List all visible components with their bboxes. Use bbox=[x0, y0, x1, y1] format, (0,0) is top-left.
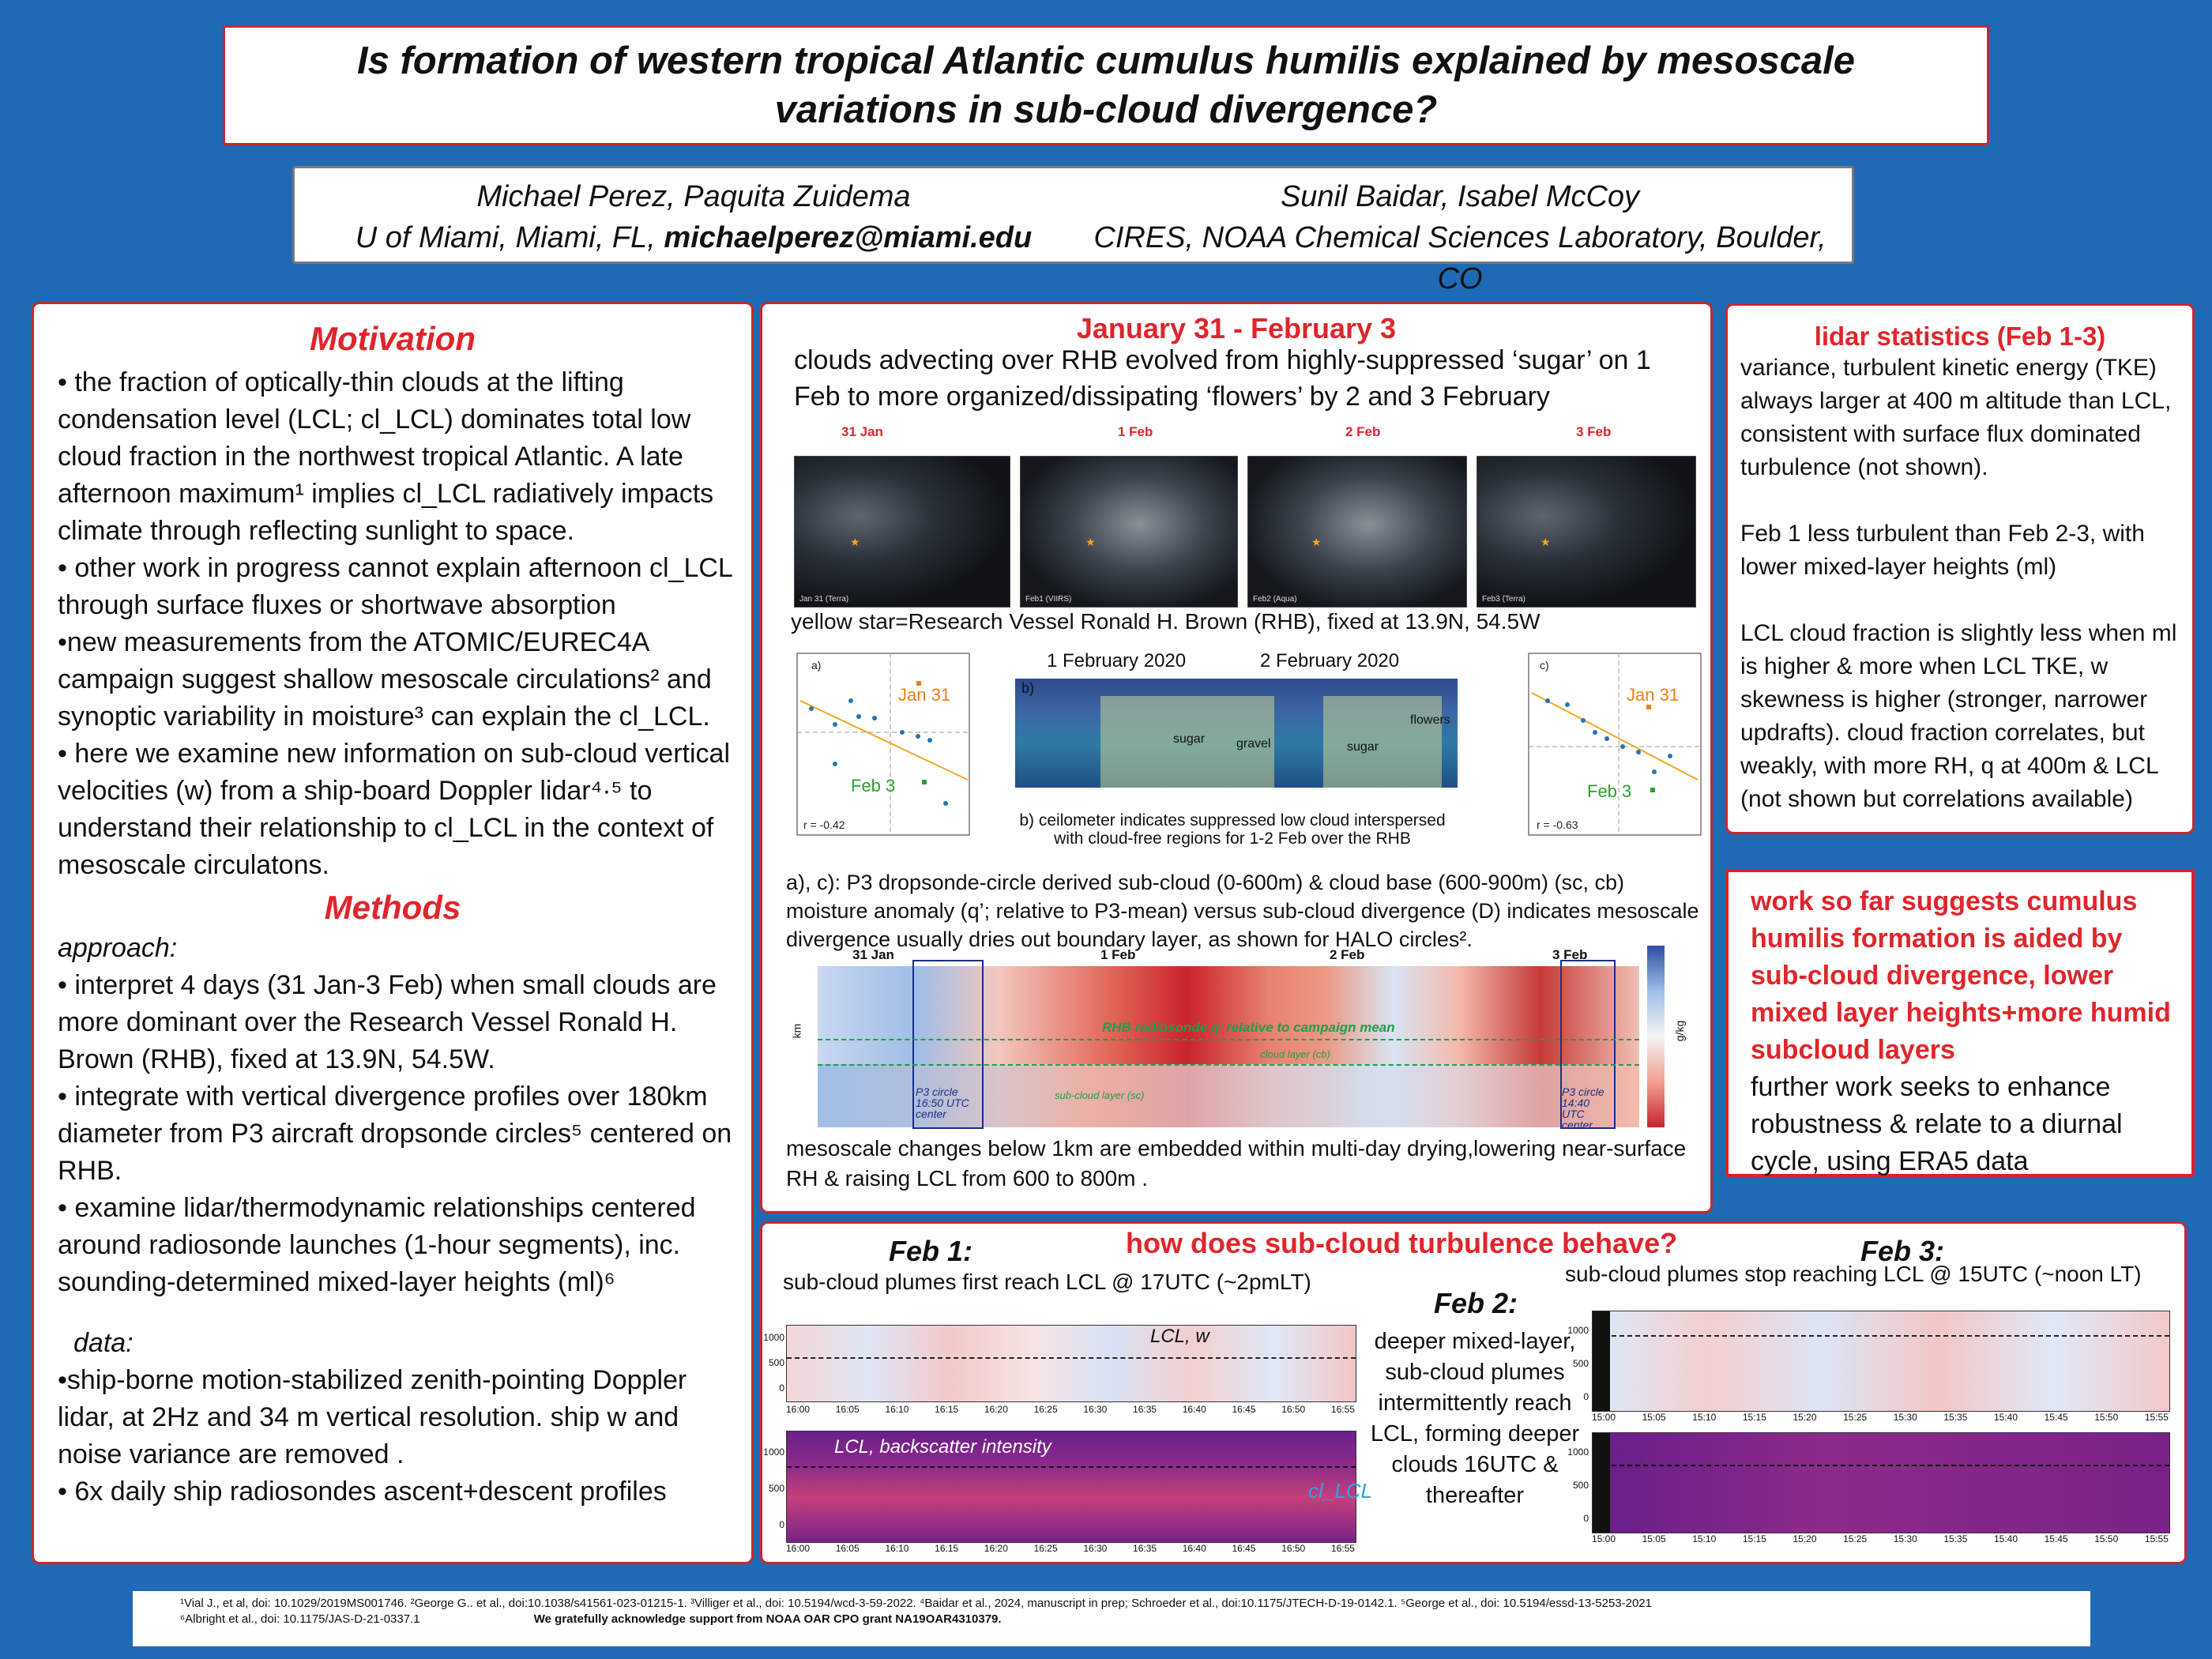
satellite-image-jan31 bbox=[794, 456, 1010, 608]
lidar-heading: lidar statistics (Feb 1-3) bbox=[1814, 322, 2106, 351]
feb3-label: Feb 3: bbox=[1860, 1235, 1945, 1267]
conclusion-normal: further work seeks to enhance robustness & relate to a diurnal cycle, using ERA5 data bbox=[1751, 1072, 2123, 1176]
ceilometer-plot bbox=[999, 650, 1458, 788]
panel-a-jan31: Jan 31 bbox=[898, 685, 951, 705]
motivation-bullet-3: •new measurements from the ATOMIC/EUREC4A campaign suggest shallow mesoscale circulations² and synoptic variability in moisture³ can explain the cl_LCL. bbox=[58, 627, 712, 732]
hm-label-rhb: RHB radiosonde q’ relative to campaign mean bbox=[1102, 1020, 1395, 1035]
scatter-caption: a), c): P3 dropsonde-circle derived sub-cloud (0-600m) & cloud base (600-900m) (sc, cb) moisture anomaly (q’; relative to P3-mean) versus sub-cloud divergence (D) indicates mesoscale divergence usually dries out boundary layer, as shown for HALO circles². bbox=[786, 871, 1699, 951]
feb3-text: sub-cloud plumes stop reaching LCL @ 15UTC (~noon LT) bbox=[1565, 1262, 2142, 1286]
hm-p3-a: P3 circle 16:50 UTC center bbox=[916, 1085, 969, 1120]
panel-a-label: a) bbox=[811, 659, 822, 672]
panel-c-label: c) bbox=[1540, 659, 1549, 672]
lidar-para-2: Feb 1 less turbulent than Feb 2-3, with lower mixed-layer heights (ml) bbox=[1740, 521, 2145, 580]
satellite-image-feb1 bbox=[1020, 456, 1238, 608]
hm-p3-b: P3 circle 14:40 UTC center bbox=[1562, 1085, 1604, 1131]
sat-caption-1: Jan 31 (Terra) bbox=[799, 595, 849, 604]
panel-a-feb3: Feb 3 bbox=[851, 776, 896, 796]
motivation-bullet-4: • here we examine new information on sub-cloud vertical velocities (w) from a ship-board Doppler lidar⁴·⁵ to understand their relationship to cl_LCL in the context of mesoscale circulatons. bbox=[58, 739, 730, 880]
feb2-label: Feb 2: bbox=[1434, 1287, 1518, 1319]
lidar-stats-panel bbox=[1725, 303, 2195, 834]
ceil-day1: 1 February 2020 bbox=[1047, 650, 1187, 672]
motivation-methods-panel bbox=[32, 302, 754, 1564]
title-line-1: Is formation of western tropical Atlantic cumulus humilis explained by mesoscale bbox=[356, 40, 1856, 82]
sat-caption-4: Feb3 (Terra) bbox=[1482, 595, 1526, 604]
acknowledgement: We gratefully acknowledge support from NOAA OAR CPO grant NA19OAR4310379. bbox=[533, 1612, 1002, 1626]
feb3-w-xaxis: 15:00 15:05 15:10 15:15 15:20 15:25 15:30 15:35 15:40 15:45 15:50 15:55 bbox=[1592, 1412, 2169, 1423]
sat-caption-2: Feb1 (VIIRS) bbox=[1025, 595, 1072, 604]
hm-label-sc: sub-cloud layer (sc) bbox=[1055, 1089, 1145, 1101]
feb1-text: sub-cloud plumes first reach LCL @ 17UTC (~2pmLT) bbox=[783, 1270, 1311, 1294]
author-email[interactable]: michaelperez@miami.edu bbox=[664, 221, 1033, 254]
sat-label-3: 2 Feb bbox=[1345, 424, 1381, 439]
hm-day-1: 31 Jan bbox=[852, 947, 894, 962]
hm-day-2: 1 Feb bbox=[1100, 947, 1136, 962]
conclusion-panel bbox=[1725, 869, 2195, 1177]
case-heading: January 31 - February 3 bbox=[1076, 312, 1397, 344]
hm-units: g/kg bbox=[1673, 1020, 1687, 1042]
feb1-bs-xaxis: 16:00 16:05 16:10 16:15 16:20 16:25 16:30 16:35 16:40 16:45 16:50 16:55 bbox=[786, 1543, 1355, 1554]
references-footer bbox=[133, 1591, 2090, 1646]
panel-b-label: b) bbox=[1021, 680, 1035, 696]
sat-label-1: 31 Jan bbox=[841, 424, 883, 439]
ceil-gravel: gravel bbox=[1236, 737, 1271, 750]
feb1-bs-yaxis: 1000 500 0 bbox=[763, 1446, 784, 1530]
ceil-sugar-1: sugar bbox=[1173, 732, 1206, 746]
feb3-backscatter-plot bbox=[1592, 1432, 2170, 1533]
feb1-w-xaxis: 16:00 16:05 16:10 16:15 16:20 16:25 16:30 16:35 16:40 16:45 16:50 16:55 bbox=[786, 1404, 1355, 1415]
label-cl-lcl: cl_LCL bbox=[1308, 1479, 1372, 1503]
label-lcl-w: LCL, w bbox=[1150, 1326, 1209, 1347]
left-affiliation: U of Miami, Miami, FL, bbox=[355, 221, 656, 254]
approach-bullet-2: • integrate with vertical divergence profiles over 180km diameter from P3 aircraft dropsonde circles⁵ centered on RHB. bbox=[58, 1082, 732, 1186]
hm-label-cb: cloud layer (cb) bbox=[1260, 1048, 1330, 1060]
data-bullet-2: • 6x daily ship radiosondes ascent+descent profiles bbox=[58, 1477, 667, 1507]
poster-title bbox=[223, 25, 1989, 145]
panel-c-jan31: Jan 31 bbox=[1627, 685, 1680, 705]
ceilometer-caption: b) ceilometer indicates suppressed low cloud interspersed with cloud-free regions for 1-2 Feb over the RHB bbox=[1019, 811, 1446, 848]
turbulence-panel bbox=[760, 1221, 2187, 1564]
hm-day-4: 3 Feb bbox=[1552, 947, 1588, 962]
lidar-para-3: LCL cloud fraction is slightly less when ml is higher & more when LCL TKE, w skewness is higher (stronger, narrower updrafts). cloud fraction correlates, but weakly, with more RH, q at 400m & LCL (not shown but correlations available) bbox=[1740, 620, 2177, 812]
rhb-star-icon: ★ bbox=[1311, 536, 1322, 548]
feb3-bs-yaxis: 1000 500 0 bbox=[1567, 1446, 1589, 1524]
feb1-w-yaxis: 1000 500 0 bbox=[763, 1332, 784, 1394]
label-lcl-bs: LCL, backscatter intensity bbox=[834, 1436, 1051, 1458]
scatter-plot-c bbox=[1508, 645, 1707, 867]
methods-heading: Methods bbox=[324, 889, 461, 926]
data-bullet-1: •ship-borne motion-stabilized zenith-pointing Doppler lidar, at 2Hz and 34 m vertical resolution. ship w and noise variance are removed . bbox=[58, 1365, 687, 1469]
rhb-star-icon: ★ bbox=[1540, 536, 1551, 548]
feb1-backscatter-plot bbox=[786, 1431, 1372, 1543]
references-line-1: ¹Vial J., et al, doi: 10.1029/2019MS001746. ²George G.. et al., doi:10.1038/s41561-023-01215-1. ³Villiger et al., doi: 10.5194/wcd-3-59-2022. ⁴Baidar et al., 2024, manuscript in prep; Schroeder et al., doi:10.1175/JTECH-D-19-0142.1. ⁵George et al., doi: 10.5194/essd-13-5253-2021 bbox=[180, 1597, 1652, 1610]
motivation-bullet-2: • other work in progress cannot explain afternoon cl_LCL through surface fluxes or shortwave absorption bbox=[58, 553, 732, 620]
sat-label-2: 1 Feb bbox=[1118, 424, 1153, 439]
hm-ylabel: km bbox=[790, 1023, 803, 1039]
sat-caption-3: Feb2 (Aqua) bbox=[1253, 595, 1297, 604]
feb1-label: Feb 1: bbox=[889, 1235, 973, 1267]
left-author-names: Michael Perez, Paquita Zuidema bbox=[476, 180, 911, 213]
lidar-para-1: variance, turbulent kinetic energy (TKE) always larger at 400 m altitude than LCL, consistent with surface flux dominated turbulence (not shown). bbox=[1740, 355, 2172, 480]
satellite-image-feb2 bbox=[1247, 456, 1467, 608]
heatmap-caption: mesoscale changes below 1km are embedded within multi-day drying,lowering near-surface RH & raising LCL from 600 to 800m . bbox=[786, 1136, 1687, 1191]
conclusion-bold: work so far suggests cumulus humilis formation is aided by sub-cloud divergence, lower mixed layer heights+more humid subcloud layers bbox=[1751, 886, 2171, 1065]
feb2-text: deeper mixed-layer, sub-cloud plumes intermittently reach LCL, forming deeper clouds 16UTC & thereafter bbox=[1370, 1329, 1580, 1508]
approach-bullet-1: • interpret 4 days (31 Jan-3 Feb) when small clouds are more dominant over the Research Vessel Ronald H. Brown (RHB), fixed at 13.9N, 54.5W. bbox=[58, 970, 717, 1074]
author-block bbox=[292, 166, 1854, 295]
feb3-w-plot bbox=[1592, 1311, 2170, 1412]
right-affiliation: CIRES, NOAA Chemical Sciences Laboratory, Boulder, CO bbox=[1093, 221, 1826, 295]
feb3-bs-xaxis: 15:00 15:05 15:10 15:15 15:20 15:25 15:30 15:35 15:40 15:45 15:50 15:55 bbox=[1592, 1533, 2169, 1544]
ceil-flowers: flowers bbox=[1410, 713, 1450, 727]
case-subtitle: clouds advecting over RHB evolved from highly-suppressed ‘sugar’ on 1 Feb to more organized/dissipating ‘flowers’ by 2 and 3 February bbox=[794, 345, 1651, 412]
ceil-sugar-2: sugar bbox=[1347, 740, 1379, 754]
approach-bullet-3: • examine lidar/thermodynamic relationships centered around radiosonde launches (1-hour segments), inc. sounding-determined mixed-layer heights (ml)⁶ bbox=[58, 1193, 696, 1297]
feb3-w-yaxis: 1000 500 0 bbox=[1567, 1325, 1589, 1402]
title-line-2: variations in sub-cloud divergence? bbox=[774, 88, 1438, 131]
motivation-bullet-1: • the fraction of optically-thin clouds at the lifting condensation level (LCL; cl_LCL) dominates total low cloud fraction in the northwest tropical Atlantic. A late afternoon maximum¹ implies cl_LCL radiatively impacts climate through reflecting sunlight to space. bbox=[58, 367, 714, 546]
data-label: data: bbox=[73, 1328, 134, 1358]
panel-a-r: r = -0.42 bbox=[803, 818, 845, 831]
right-author-names: Sunil Baidar, Isabel McCoy bbox=[1280, 180, 1640, 213]
satellite-image-feb3 bbox=[1477, 456, 1696, 608]
feb1-w-plot bbox=[786, 1325, 1356, 1402]
radiosonde-heatmap bbox=[786, 947, 1695, 1131]
scatter-plot-a bbox=[772, 645, 979, 867]
case-study-panel bbox=[760, 302, 1713, 1213]
rhb-star-icon: ★ bbox=[1085, 536, 1096, 548]
star-caption: yellow star=Research Vessel Ronald H. Brown (RHB), fixed at 13.9N, 54.5W bbox=[791, 609, 1540, 634]
references-line-2: ⁶Albright et al., doi: 10.1175/JAS-D-21-0337.1 bbox=[180, 1612, 420, 1626]
approach-label: approach: bbox=[58, 933, 178, 963]
panel-c-r: r = -0.63 bbox=[1537, 818, 1578, 831]
rhb-star-icon: ★ bbox=[850, 536, 860, 548]
hm-colorbar bbox=[1647, 946, 1665, 1127]
motivation-heading: Motivation bbox=[310, 320, 476, 357]
turbulence-heading: how does sub-cloud turbulence behave? bbox=[1126, 1227, 1678, 1259]
ceil-day2: 2 February 2020 bbox=[1260, 650, 1400, 672]
hm-day-3: 2 Feb bbox=[1330, 947, 1365, 962]
sat-label-4: 3 Feb bbox=[1576, 424, 1612, 439]
panel-c-feb3: Feb 3 bbox=[1587, 781, 1632, 801]
